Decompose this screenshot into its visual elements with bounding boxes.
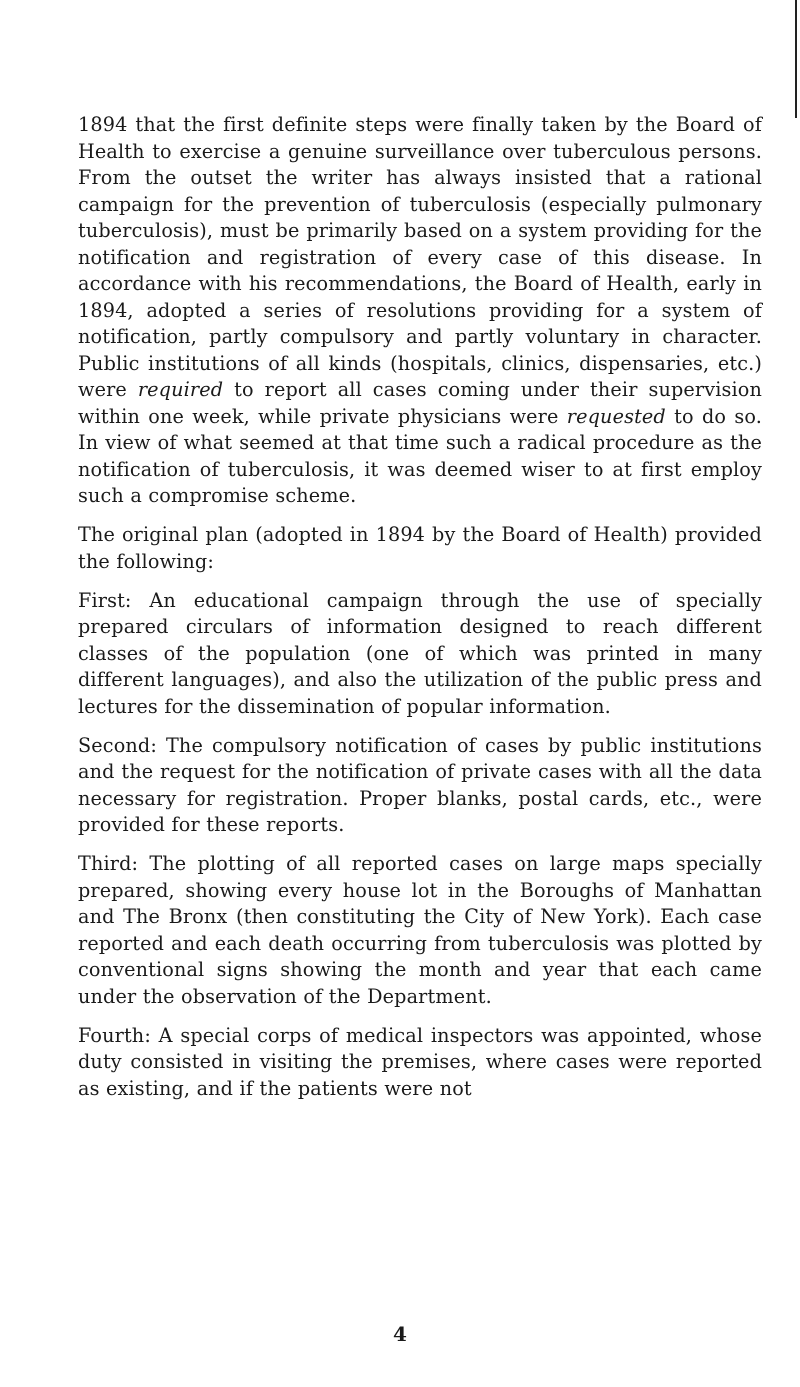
emphasis-required: required [137, 378, 224, 401]
paragraph-intro-part-1: 1894 that the first definite steps were finally taken by the Board of Health to exercise a genuine surveillance over tuberculous persons. From the outset the writer has always insisted that a rational campaign for the prevention of tuberculosis (especially pulmonary tuberculosis), must be primarily based on a system providing for the notification and registration of every case of this disease. In accordance with his recommendations, the Board of Health, early in 1894, adopted a series of resolutions providing for a system of notification, partly compulsory and partly voluntary in character. Public institutions of all kinds (hospitals, clinics, dispensaries, etc.) were [78, 113, 762, 401]
page-number: 4 [393, 1322, 407, 1346]
paragraph-original-plan: The original plan (adopted in 1894 by the Board of Health) provided the following: [78, 523, 762, 573]
paragraph-fourth: Fourth: A special corps of medical inspectors was appointed, whose duty consisted in visiting the premises, where cases were reported as existing, and if the patients were not [78, 1023, 762, 1100]
paragraph-third: Third: The plotting of all reported cases on large maps specially prepared, showing every house lot in the Boroughs of Manhattan and The Bronx (then constituting the City of New York). Each case reported and each death occurring from tuberculosis was plotted by conventional signs showing the month and year that each came under the observation of the Department. [78, 852, 762, 1008]
paragraph-intro-part-3: to do so. In view of what seemed at that time such a radical procedure as the notification of tuberculosis, it was deemed wiser to at first employ such a compromise scheme. [78, 404, 762, 507]
paragraph-intro [78, 112, 762, 510]
paragraph-intro-part-2: to report all cases coming under their supervision within one week, while private physicians were [78, 378, 763, 428]
paragraph-first: First: An educational campaign through the use of specially prepared circulars of information designed to reach different classes of the population (one of which was printed in many different languages), and also the utilization of the public press and lectures for the dissemination of popular information. [78, 588, 762, 718]
page-edge-line [795, 0, 797, 118]
emphasis-requested: requested [566, 404, 666, 428]
paragraph-second: Second: The compulsory notification of cases by public institutions and the request for the notification of private cases with all the data necessary for registration. Proper blanks, postal cards, etc., were provided for these reports. [78, 733, 762, 836]
body-text [78, 112, 762, 1115]
